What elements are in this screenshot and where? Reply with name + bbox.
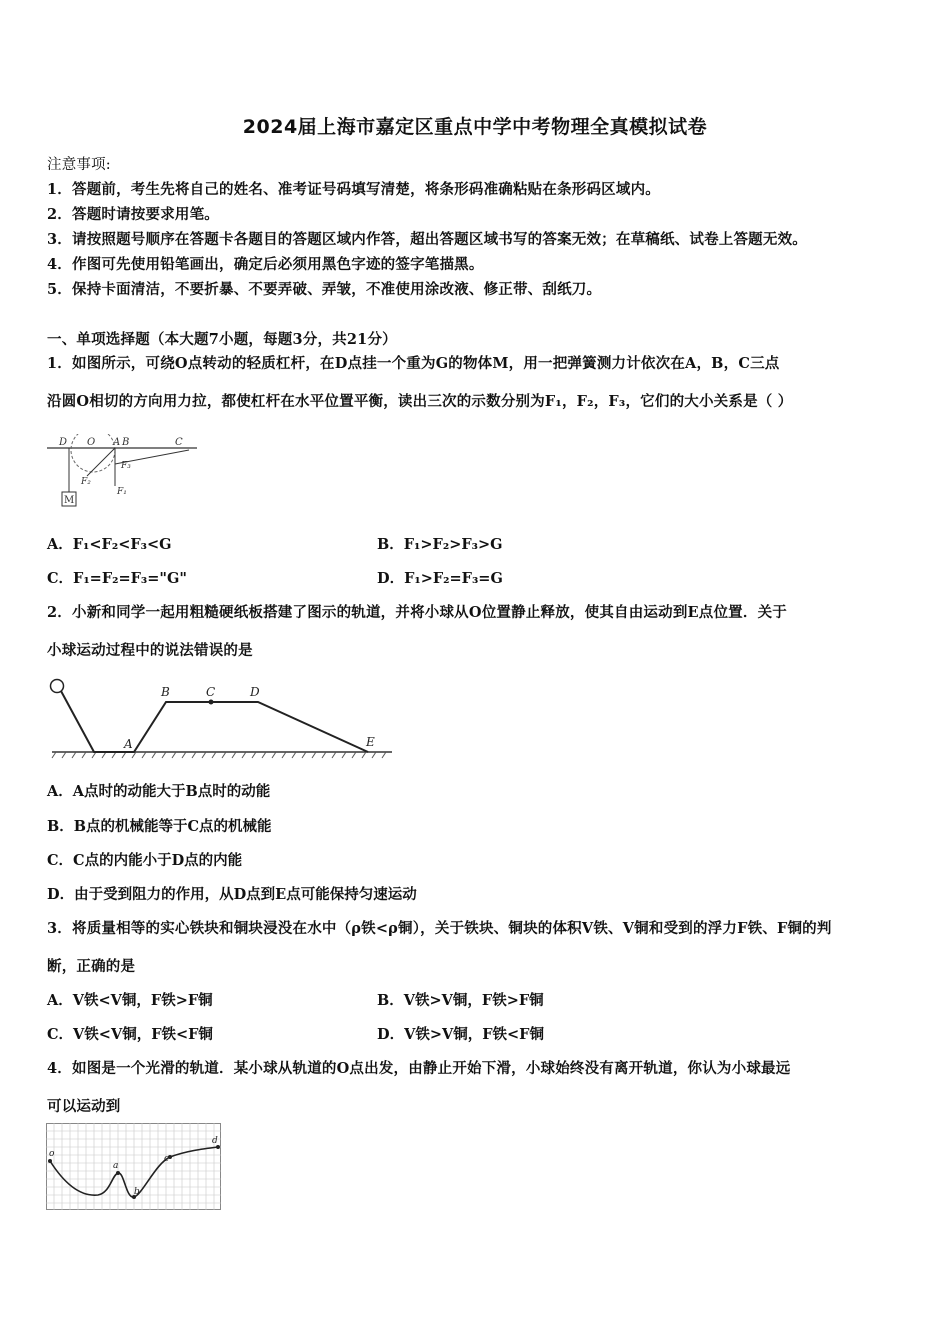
label-A: A bbox=[113, 437, 121, 448]
label-o: o bbox=[49, 1149, 55, 1159]
question-4-text-cont: 可以运动到 bbox=[47, 1098, 121, 1115]
notice-heading: 注意事项: bbox=[47, 157, 111, 173]
q2-option-c[interactable]: C．C点的内能小于D点的内能 bbox=[47, 852, 243, 869]
label-M: M bbox=[64, 495, 75, 506]
section-heading: 一、单项选择题（本大题7小题，每题3分，共21分） bbox=[47, 331, 397, 348]
label-b: b bbox=[134, 1187, 140, 1197]
question-4-text: 4．如图是一个光滑的轨道．某小球从轨道的O点出发，由静止开始下滑，小球始终没有离开轨道，你认为小球最远 bbox=[47, 1060, 791, 1077]
label-A: A bbox=[124, 737, 133, 751]
smooth-track-figure bbox=[46, 1123, 222, 1211]
label-d: d bbox=[212, 1136, 218, 1146]
label-F3: F₃ bbox=[121, 461, 131, 471]
question-1-text: 1．如图所示，可绕O点转动的轻质杠杆，在D点挂一个重为G的物体M，用一把弹簧测力计依次在A，B，C三点 bbox=[47, 355, 780, 372]
q2-option-b[interactable]: B．B点的机械能等于C点的机械能 bbox=[47, 818, 272, 835]
label-F2: F₂ bbox=[81, 477, 91, 487]
track-figure bbox=[48, 676, 394, 760]
page-title: 2024届上海市嘉定区重点中学中考物理全真模拟试卷 bbox=[242, 116, 708, 138]
label-C: C bbox=[206, 685, 216, 699]
q1-option-a[interactable]: A．F₁<F₂<F₃<G bbox=[47, 536, 172, 553]
label-B: B bbox=[161, 685, 170, 699]
notice-item: 3．请按照题号顺序在答题卡各题目的答题区域内作答，超出答题区域书写的答案无效；在草稿纸、试卷上答题无效。 bbox=[47, 231, 807, 248]
lever-figure bbox=[47, 434, 199, 510]
label-F1: F₁ bbox=[117, 487, 127, 497]
q2-option-a[interactable]: A．A点时的动能大于B点时的动能 bbox=[47, 783, 271, 800]
label-c: c bbox=[164, 1154, 170, 1164]
notice-item: 5．保持卡面清洁，不要折暴、不要弄破、弄皱，不准使用涂改液、修正带、刮纸刀。 bbox=[47, 281, 602, 298]
question-3-text: 3．将质量相等的实心铁块和铜块浸没在水中（ρ铁<ρ铜），关于铁块、铜块的体积V铁、V铜和受到的浮力F铁、F铜的判 bbox=[47, 920, 832, 937]
label-C: C bbox=[175, 437, 183, 448]
notice-item: 1．答题前，考生先将自己的姓名、准考证号码填写清楚，将条形码准确粘贴在条形码区域内。 bbox=[47, 181, 660, 198]
notice-item: 4．作图可先使用铅笔画出，确定后必须用黑色字迹的签字笔描黑。 bbox=[47, 256, 484, 273]
question-2-text: 2．小新和同学一起用粗糙硬纸板搭建了图示的轨道，并将小球从O位置静止释放，使其自由运动到E点位置．关于 bbox=[47, 604, 787, 621]
label-E: E bbox=[366, 735, 375, 749]
q3-option-c[interactable]: C．V铁<V铜，F铁<F铜 bbox=[47, 1026, 213, 1043]
q3-option-d[interactable]: D．V铁>V铜，F铁<F铜 bbox=[377, 1026, 544, 1043]
q1-option-c[interactable]: C．F₁=F₂=F₃="G" bbox=[47, 570, 187, 587]
question-1-text-cont: 沿圆O相切的方向用力拉，都使杠杆在水平位置平衡，读出三次的示数分别为F₁，F₂，F₃，它们的大小关系是（ ） bbox=[47, 393, 793, 410]
q2-option-d[interactable]: D．由于受到阻力的作用，从D点到E点可能保持匀速运动 bbox=[47, 886, 417, 903]
label-B: B bbox=[122, 437, 130, 448]
q1-option-d[interactable]: D．F₁>F₂=F₃=G bbox=[377, 570, 503, 587]
label-D: D bbox=[250, 685, 260, 699]
label-D: D bbox=[59, 437, 68, 448]
question-2-text-cont: 小球运动过程中的说法错误的是 bbox=[47, 642, 253, 659]
q1-option-b[interactable]: B．F₁>F₂>F₃>G bbox=[377, 536, 503, 553]
question-3-text-cont: 断，正确的是 bbox=[47, 958, 136, 975]
notice-item: 2．答题时请按要求用笔。 bbox=[47, 206, 219, 223]
q3-option-b[interactable]: B．V铁>V铜，F铁>F铜 bbox=[377, 992, 544, 1009]
label-O: O bbox=[87, 437, 96, 448]
label-a: a bbox=[113, 1161, 119, 1171]
q3-option-a[interactable]: A．V铁<V铜，F铁>F铜 bbox=[47, 992, 213, 1009]
